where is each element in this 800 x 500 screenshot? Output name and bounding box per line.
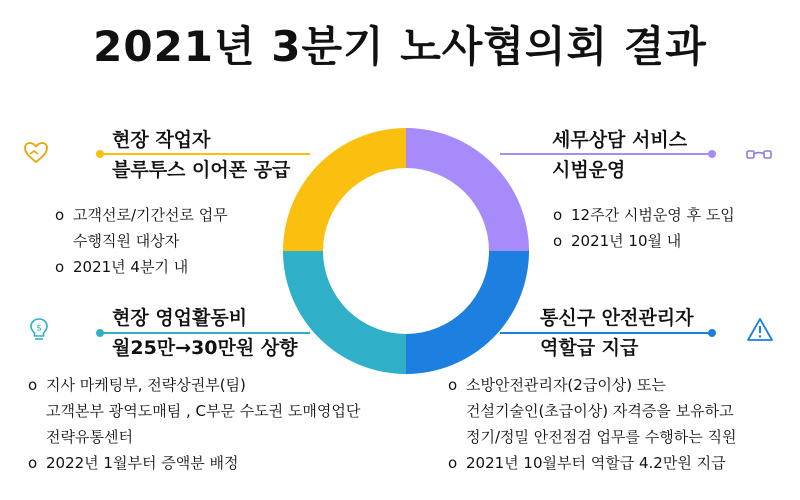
bottom-left-heading-line-1: 현장 영업활동비 (112, 307, 248, 329)
lightbulb-dollar-icon (25, 316, 53, 344)
handshake-icon (745, 140, 773, 168)
list-item: o 2022년 1월부터 증액분 배정 (28, 454, 239, 472)
top-right-heading-line-1: 세무상담 서비스 (552, 129, 688, 151)
list-item: o 고객선로/기간선로 업무 (55, 206, 228, 224)
list-item: o 소방안전관리자(2급이상) 또는 (448, 376, 666, 394)
donut-segment-bottom-left (283, 251, 406, 374)
bottom-right-connector-line (500, 332, 712, 334)
list-item: o 2021년 10월 내 (553, 232, 682, 250)
bottom-right-heading-line-1: 통신구 안전관리자 (540, 307, 694, 329)
heart-hands-icon (22, 139, 50, 167)
warning-icon (746, 316, 774, 344)
top-right-bullets (553, 202, 735, 254)
top-right-heading-line-2: 시범운영 (552, 159, 626, 181)
bottom-right-connector-dot (708, 329, 716, 337)
top-left-connector-line (100, 153, 310, 155)
top-left-heading (112, 125, 290, 185)
top-right-connector-line (500, 153, 712, 155)
donut-segment-bottom-right (406, 251, 529, 374)
bottom-right-bullets: o 소방안전관리자(2급이상) 또는 건설기술인(초급이상) 자격증을 보유하고 정기/정밀 안전점검 업무를 수행하는 직원 o 2021년 10월부터 역할급 4.2만원 지급 (448, 372, 736, 476)
donut-segment-top-right (406, 128, 529, 251)
donut-ring (283, 128, 529, 374)
top-right-connector-dot (708, 150, 716, 158)
bottom-right-heading-line-2: 역할급 지급 (540, 337, 639, 359)
bottom-left-bullets: o 지사 마케팅부, 전략상권부(팀) 고객본부 광역도매팀 , C부문 수도권 도매영업단 전략유통센터 o 2022년 1월부터 증액분 배정 (28, 372, 360, 476)
top-left-heading-line-1: 현장 작업자 (112, 129, 211, 151)
list-item: o 2021년 4분기 내 (55, 258, 189, 276)
list-item: o 12주간 시범운영 후 도입 (553, 206, 735, 224)
svg-text:$: $ (36, 323, 42, 334)
donut-segment-top-left (283, 128, 406, 251)
top-left-bullets: o 고객선로/기간선로 업무 수행직원 대상자 o 2021년 4분기 내 (55, 202, 228, 280)
top-left-heading-line-2: 블루투스 이어폰 공급 (112, 159, 291, 181)
bottom-left-connector-line (100, 332, 310, 334)
page-title: 2021년 3분기 노사협의회 결과 (93, 22, 707, 71)
list-item: o 2021년 10월부터 역할급 4.2만원 지급 (448, 454, 726, 472)
list-item: o 지사 마케팅부, 전략상권부(팀) (28, 376, 246, 394)
top-right-heading (552, 125, 687, 185)
bottom-left-heading-line-2: 월25만→30만원 상향 (112, 337, 298, 359)
